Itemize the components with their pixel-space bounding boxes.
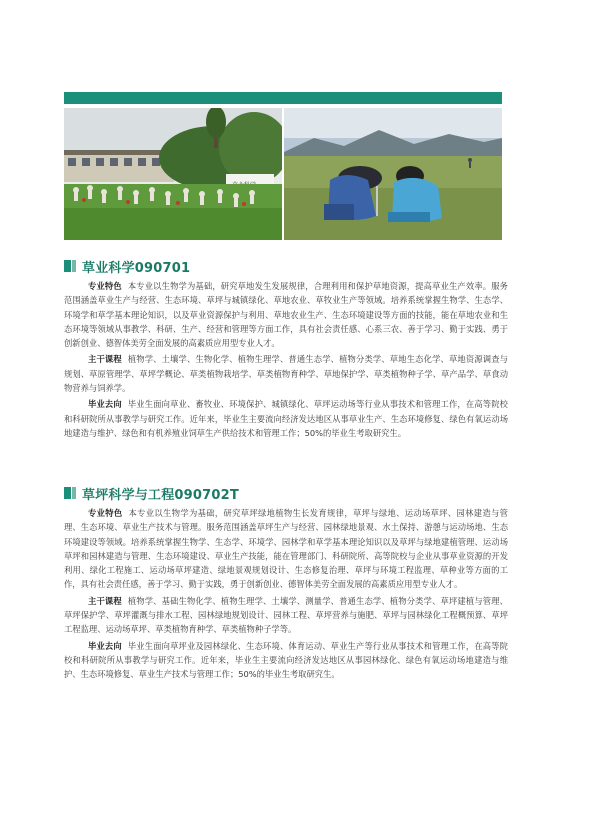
career-text: 毕业生面向草坪业及园林绿化、生态环境、体育运动、草业生产等行业从事技术和管理工作，在高等院校和科研院所从事教学与研究工作。近年来，毕业生主要流向经济发达地区从事园林绿化、绿色有氧运动场地建造与维护、生态环境修复、草业生产技术与管理工作；50%的毕业生考取研究生。 xyxy=(64,640,508,680)
features-label: 专业特色 xyxy=(88,281,122,291)
career-label: 毕业去向 xyxy=(88,640,122,651)
courses-text: 植物学、基础生物化学、植物生理学、土壤学、测量学、普通生态学、植物分类学、草坪建植与管理、草坪保护学、草坪灌溉与排水工程、园林绿地规划设计、园林工程、草坪营养与施肥、草坪与园林绿化工程概预算、草坪工程监理、运动场草坪、草类植物育种学、草类植物种子学等。 xyxy=(64,595,508,635)
section-title: 草坪科学与工程090702T xyxy=(82,487,239,503)
section-title: 草业科学090701 xyxy=(82,260,191,276)
features-paragraph xyxy=(64,279,508,350)
field-work-photo xyxy=(284,108,502,240)
features-paragraph xyxy=(64,506,508,592)
top-accent-bar xyxy=(64,92,502,104)
features-text: 本专业以生物学为基础，研究草地发生发展规律，合理利用和保护草地资源，提高草业生产效率。服务范围涵盖草业生产与经营、生态环境、草坪与城镇绿化、草地农业、草牧业生产等领域。培养系统掌握生物学、生态学、环境学和草学基本理论知识，以及草业资源保护与利用、草地农业生产、生态环境建设等方面的技能，能在草地农业和生态环境等领域从事教学、科研、生产、经营和管理等方面工作，具有社会责任感、心系三农、善于学习、勤于实践、勇于创新创业、德智体美劳全面发展的高素质应用型专业人才。 xyxy=(64,281,508,349)
section-turf-science-engineering xyxy=(64,484,508,684)
section-heading xyxy=(64,484,508,502)
heading-marker-icon xyxy=(64,487,76,499)
courses-paragraph xyxy=(64,352,508,395)
features-label: 专业特色 xyxy=(88,508,123,518)
career-label: 毕业去向 xyxy=(88,399,122,410)
courses-text: 植物学、土壤学、生物化学、植物生理学、普通生态学、植物分类学、草地生态化学、草地资源调查与规划、草原管理学、草坪学概论、草类植物栽培学、草类植物育种学、草地保护学、草类植物种子学、草产品学、草食动物营养与饲养学。 xyxy=(64,354,508,394)
career-paragraph xyxy=(64,639,508,682)
career-paragraph xyxy=(64,397,508,440)
courses-label: 主干课程 xyxy=(88,595,122,606)
heading-marker-icon xyxy=(64,260,76,272)
campus-activity-photo xyxy=(64,108,282,240)
courses-label: 主干课程 xyxy=(88,354,122,365)
features-text: 本专业以生物学为基础，研究草坪绿地植物生长发育规律，草坪与绿地、运动场草坪、园林建造与管理、生态环境、草业生产技术与管理。服务范围涵盖草坪生产与经营、园林绿地景观、水土保持、游憩与运动场地、生态环境建设等领域。培养系统掌握生物学、生态学、环境学、园林学和草学基本理论知识以及草坪与绿地建植管理、运动场草坪和园林建造与管理、生态环境建设、草业生产技能，能在管理部门、科研院所、高等院校与企业从事草业资源的开发利用、绿化工程施工、运动场草坪建造、绿地景观规划设计、生态修复治理、草坪与环境工程监理、草种业等方面的工作，具有社会责任感，善于学习、勤于实践，勇于创新创业、德智体美劳全面发展的高素质应用型专业人才。 xyxy=(64,508,508,590)
courses-paragraph xyxy=(64,594,508,637)
section-grassland-science xyxy=(64,257,508,442)
career-text: 毕业生面向草业、畜牧业、环境保护、城镇绿化、草坪运动场等行业从事技术和管理工作，在高等院校和科研院所从事教学与研究工作。近年来，毕业生主要流向经济发达地区从事草业生产、生态环境修复、绿色有氧运动场地建造与维护、绿色和有机养殖业饲草生产供给技术和管理工作；50%的毕业生考取研究生。 xyxy=(64,399,508,438)
section-heading xyxy=(64,257,508,275)
